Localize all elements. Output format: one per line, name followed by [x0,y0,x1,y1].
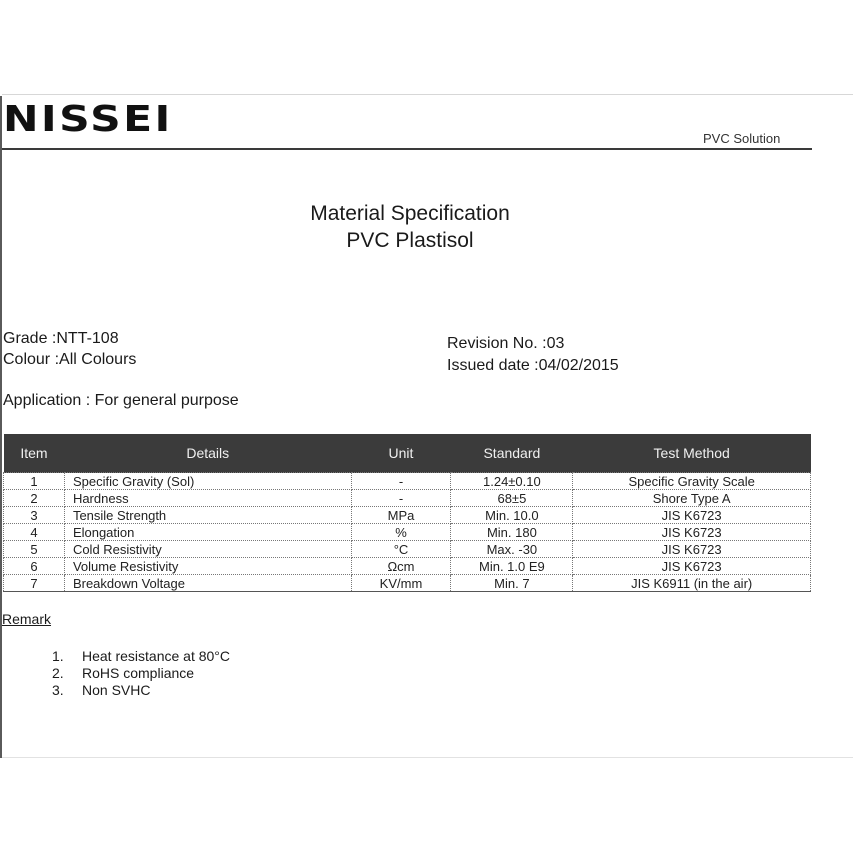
application-field [3,390,239,411]
remark-text: RoHS compliance [82,665,195,681]
column-header-test-method: Test Method [573,434,811,473]
grade-field [3,328,119,349]
colour-label: Colour : [3,351,60,368]
document-title [250,200,570,254]
revision-value: 03 [546,335,565,352]
table-row [4,490,811,507]
column-header-standard: Standard [451,434,573,473]
application-value: For general purpose [94,392,239,409]
issued-date-value: 04/02/2015 [538,357,619,374]
cell-unit: KV/mm [351,575,451,592]
header-divider [2,148,812,150]
scan-left-edge [0,96,2,758]
remark-heading: Remark [2,611,52,627]
scan-bottom-edge [2,757,853,758]
revision-label: Revision No. : [447,335,547,352]
cell-item: 3 [4,507,65,524]
cell-test-method: JIS K6911 (in the air) [573,575,811,592]
cell-standard: 68±5 [451,490,573,507]
list-item [52,648,230,665]
cell-standard: Min. 7 [451,575,573,592]
table-row [4,558,811,575]
table-row [4,575,811,592]
table-header-row [4,434,811,473]
cell-item: 4 [4,524,65,541]
revision-field [447,333,564,354]
remark-number: 2. [52,665,64,681]
cell-details: Tensile Strength [64,507,351,524]
column-header-details: Details [64,434,351,473]
cell-unit: MPa [351,507,451,524]
cell-item: 5 [4,541,65,558]
cell-test-method: Specific Gravity Scale [573,473,811,490]
title-line-2: PVC Plastisol [346,229,474,252]
column-header-unit: Unit [351,434,451,473]
grade-value: NTT-108 [56,330,119,347]
table-row [4,507,811,524]
cell-test-method: JIS K6723 [573,558,811,575]
cell-item: 1 [4,473,65,490]
table-row [4,473,811,490]
cell-standard: 1.24±0.10 [451,473,573,490]
cell-standard: Min. 1.0 E9 [451,558,573,575]
specification-table [3,434,811,592]
cell-standard: Min. 10.0 [451,507,573,524]
cell-item: 6 [4,558,65,575]
table-row [4,524,811,541]
scan-top-edge [2,94,853,95]
cell-details: Breakdown Voltage [64,575,351,592]
cell-details: Cold Resistivity [64,541,351,558]
cell-details: Volume Resistivity [64,558,351,575]
remark-list [52,648,230,699]
remark-text: Heat resistance at 80°C [82,648,231,664]
column-header-item: Item [4,434,65,473]
title-line-1: Material Specification [310,202,510,225]
colour-value: All Colours [59,351,137,368]
cell-standard: Max. -30 [451,541,573,558]
remark-number: 3. [52,682,64,698]
cell-details: Hardness [64,490,351,507]
cell-unit: Ωcm [351,558,451,575]
cell-unit: - [351,490,451,507]
cell-test-method: JIS K6723 [573,524,811,541]
company-tagline: PVC Solution [703,131,781,146]
remark-text: Non SVHC [82,682,151,698]
cell-test-method: JIS K6723 [573,541,811,558]
cell-test-method: Shore Type A [573,490,811,507]
application-label: Application : [3,392,95,409]
table-row [4,541,811,558]
cell-unit: - [351,473,451,490]
remark-number: 1. [52,648,64,664]
colour-field [3,349,136,370]
list-item [52,682,230,699]
cell-item: 2 [4,490,65,507]
cell-details: Elongation [64,524,351,541]
cell-unit: °C [351,541,451,558]
issued-date-label: Issued date : [447,357,539,374]
cell-test-method: JIS K6723 [573,507,811,524]
cell-details: Specific Gravity (Sol) [64,473,351,490]
list-item [52,665,230,682]
company-logo: NISSEI [3,99,173,140]
cell-unit: % [351,524,451,541]
grade-label: Grade : [3,330,57,347]
cell-standard: Min. 180 [451,524,573,541]
cell-item: 7 [4,575,65,592]
issued-date-field [447,355,619,376]
